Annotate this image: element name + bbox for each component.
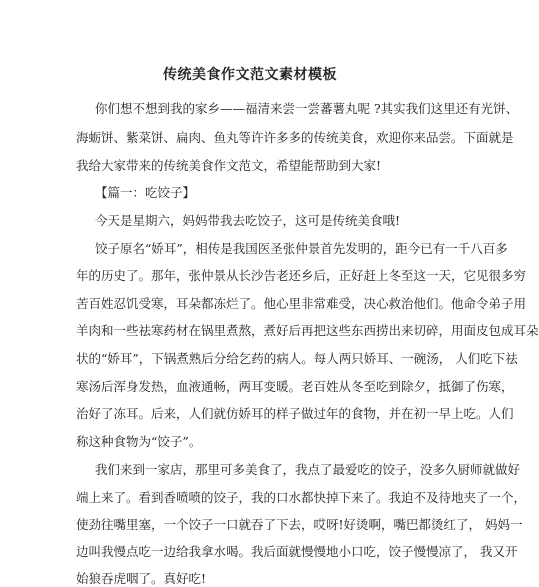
paragraph-line: 年的历史了。那年，张仲景从长沙告老还乡后，正好赶上冬至这一天，它见很多穷 <box>76 268 527 283</box>
paragraph-line: 饺子原名“娇耳”，相传是我国医圣张仲景首先发明的，距今已有一千八百多 <box>95 241 508 256</box>
paragraph-line: 边叫我慢点吃一边给我拿水喝。我后面就慢慢地小口吃，饺子慢慢凉了， 我又开 <box>76 544 518 559</box>
document-title: 传统美食作文范文素材模板 <box>163 67 337 83</box>
paragraph-line: 始狼吞虎咽了。真好吃! <box>76 571 207 586</box>
paragraph-line: 你们想不想到我的家乡——福清来尝一尝蕃薯丸呢 ?其实我们这里还有光饼、 <box>95 101 519 116</box>
paragraph-line: 我们来到一家店，那里可多美食了，我点了最爱吃的饺子，没多久厨师就做好 <box>95 462 521 477</box>
paragraph-line: 寒汤后浑身发热，血液通畅，两耳变暖。老百姓从冬至吃到除夕，抵御了伤寒， <box>76 379 514 394</box>
paragraph-line: 称这种食物为“饺子”。 <box>76 434 202 449</box>
paragraph-line: 海蛎饼、紫菜饼、扁肉、鱼丸等许许多多的传统美食，欢迎你来品尝。下面就是 <box>76 130 514 145</box>
paragraph-line: 治好了冻耳。后来，人们就仿娇耳的样子做过年的食物，并在初一早上吃。人们 <box>76 406 514 421</box>
paragraph-line: 今天是星期六，妈妈带我去吃饺子，这可是传统美食哦! <box>95 213 401 228</box>
paragraph-line: 我给大家带来的传统美食作文范文，希望能帮助到大家! <box>76 158 382 173</box>
paragraph-line: 羊肉和一些祛寒药材在锅里煮熬，煮好后再把这些东西捞出来切碎，用面皮包成耳朵 <box>76 323 539 338</box>
paragraph-line: 使劲往嘴里塞，一个饺子一口就吞了下去，哎呀!好烫啊，嘴巴都烫红了， 妈妈一 <box>76 517 523 532</box>
paragraph-line: 端上来了。看到香喷喷的饺子，我的口水都快掉下来了。我迫不及待地夹了一个， <box>76 490 527 505</box>
paragraph-line: 状的“娇耳”，下锅煮熟后分给乞药的病人。每人两只娇耳、一碗汤， 人们吃下祛 <box>76 351 518 366</box>
section-heading: 【篇一：吃饺子】 <box>95 185 196 200</box>
paragraph-line: 苦百姓忍饥受寒，耳朵都冻烂了。他心里非常难受，决心救治他们。他命令弟子用 <box>76 296 527 311</box>
